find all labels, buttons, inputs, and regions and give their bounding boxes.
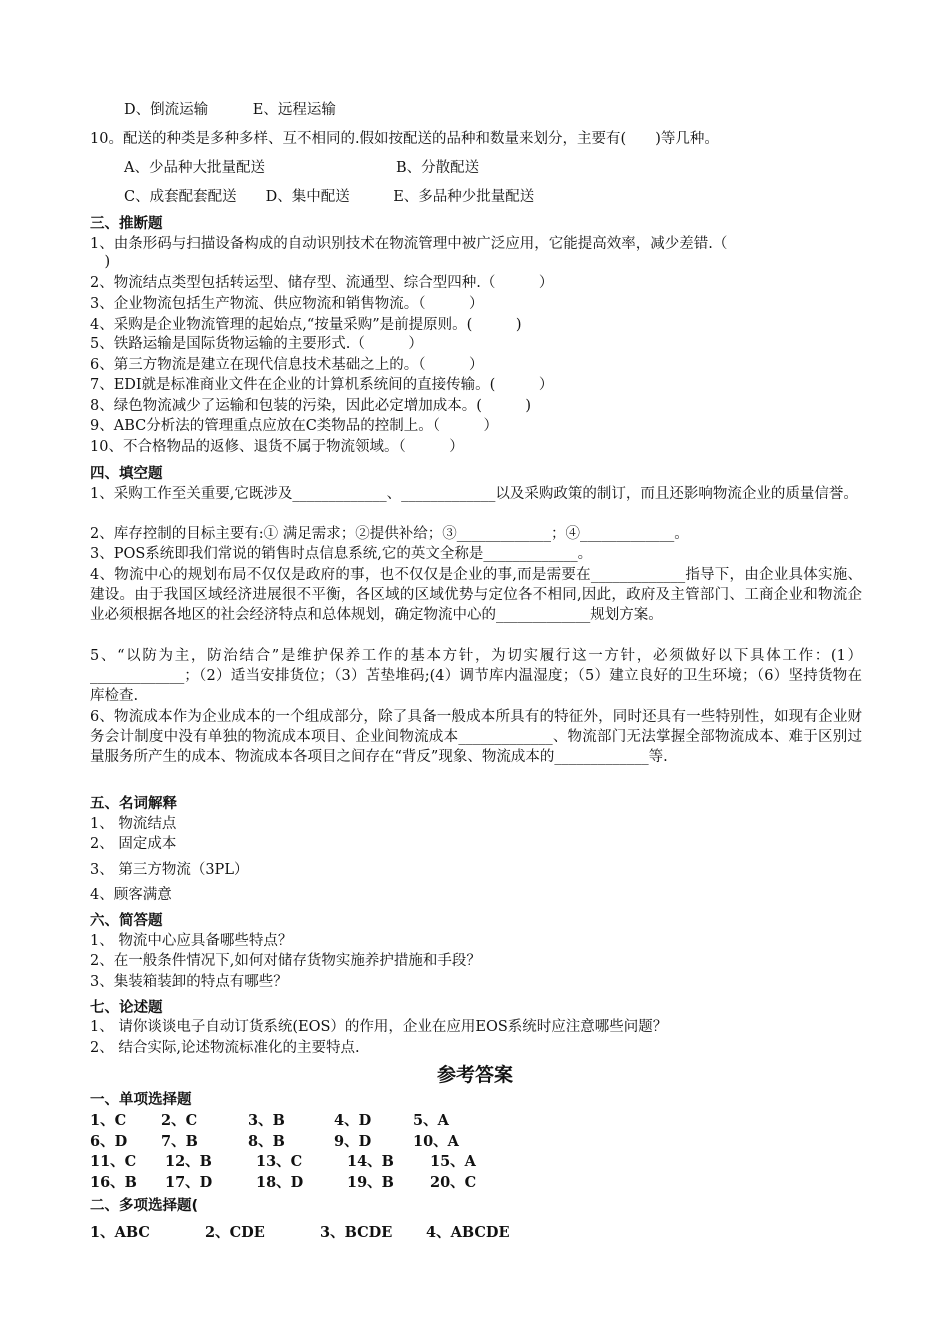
answer-cell: 10、A — [413, 1133, 459, 1150]
judge-item: 4、采购是企业物流管理的起始点,“按量采购”是前提原则。( ) — [90, 317, 522, 333]
term-item: 3、 第三方物流（3PL） — [90, 862, 249, 878]
judge-item: 7、EDI就是标准商业文件在企业的计算机系统间的直接传输。( ） — [90, 377, 554, 393]
answer-cell: 3、BCDE — [320, 1224, 393, 1241]
term-item: 2、 固定成本 — [90, 836, 177, 852]
judge-item: 6、第三方物流是建立在现代信息技术基础之上的。（ ） — [90, 357, 484, 373]
answer-cell: 11、C — [90, 1153, 137, 1170]
section4-heading: 四、填空题 — [90, 466, 163, 482]
judge-item: ) — [90, 254, 111, 270]
fill-item: 1、采购工作至关重要,它既涉及_____________、_____________以及采购政策的制订，而且还影响物流企业的质量信誉。 — [90, 486, 858, 502]
answer-cell: 6、D — [90, 1133, 128, 1150]
section5-heading: 五、名词解释 — [90, 796, 177, 812]
answers-title: 参考答案 — [436, 1064, 513, 1086]
answer-cell: 12、B — [165, 1153, 212, 1170]
answer-cell: 16、B — [90, 1174, 137, 1191]
fill-item: 4、物流中心的规划布局不仅仅是政府的事，也不仅仅是企业的事,而是需要在_____________指导下，由企业具体实施、建设。由于我国区域经济进展很不平衡，各区域的区域优势与定位各不相同,因此，政府及主管部门、工商企业和物流企业必须根据各地区的社会经济特点和总体规划，确定物流中心的_____________规划方案。 — [90, 567, 862, 623]
q10-option-b: B、分散配送 — [396, 160, 480, 176]
judge-item: 8、绿色物流减少了运输和包装的污染，因此必定增加成本。( ) — [90, 398, 532, 414]
answers-single-heading: 一、单项选择题 — [90, 1092, 192, 1108]
answer-cell: 1、ABC — [90, 1224, 150, 1241]
answer-cell: 8、B — [248, 1133, 285, 1150]
q10-text: 10。配送的种类是多种多样、互不相同的.假如按配送的品种和数量来划分，主要有( )等几种。 — [90, 131, 719, 147]
fill-item: 5、“以防为主，防治结合”是维护保养工作的基本方针，为切实履行这一方针，必须做好以下具体工作：(1）_____________；（2）适当安排货位；（3）苫垫堆码;(4）调节库内温湿度；（5）建立良好的卫生环境；（6）坚持货物在库检查. — [90, 648, 862, 704]
answer-cell: 20、C — [430, 1174, 477, 1191]
answer-cell: 4、ABCDE — [426, 1224, 510, 1241]
section6-heading: 六、简答题 — [90, 913, 163, 929]
answers-multi-heading: 二、多项选择题( — [90, 1198, 199, 1214]
q9-option-e: E、远程运输 — [252, 102, 336, 118]
term-item: 1、 物流结点 — [90, 816, 177, 832]
answer-cell: 14、B — [347, 1153, 394, 1170]
answer-cell: 13、C — [256, 1153, 303, 1170]
section7-heading: 七、论述题 — [90, 1000, 163, 1016]
judge-item: 3、企业物流包括生产物流、供应物流和销售物流。（ ） — [90, 296, 484, 312]
judge-item: 5、铁路运输是国际货物运输的主要形式.（ ） — [90, 336, 423, 352]
term-item: 4、顾客满意 — [90, 887, 172, 903]
fill-item: 2、库存控制的目标主要有:① 满足需求；②提供补给；③_____________；④_____________。 — [90, 526, 689, 542]
short-answer-item: 2、在一般条件情况下,如何对储存货物实施养护措施和手段？ — [90, 953, 481, 969]
answer-cell: 4、D — [334, 1112, 372, 1129]
section3-heading: 三、推断题 — [90, 216, 163, 232]
q9-options — [124, 100, 862, 120]
fill-item: 6、物流成本作为企业成本的一个组成部分，除了具备一般成本所具有的特征外，同时还具有一些特别性，如现有企业财务会计制度中没有单独的物流成本项目、企业间物流成本_____________、物流部门无法掌握全部物流成本、难于区别过量服务所产生的成本、物流成本各项目之间存在“背反”现象、物流成本的_____________等. — [90, 709, 862, 765]
answer-cell: 2、CDE — [205, 1224, 265, 1241]
essay-item: 1、 请你谈谈电子自动订货系统(EOS）的作用，企业在应用EOS系统时应注意哪些问题？ — [90, 1019, 668, 1035]
answer-cell: 9、D — [334, 1133, 372, 1150]
judge-item: 1、由条形码与扫描设备构成的自动识别技术在物流管理中被广泛应用，它能提高效率，减少差错.（ — [90, 236, 728, 252]
fill-item: 3、POS系统即我们常说的销售时点信息系统,它的英文全称是_____________。 — [90, 546, 593, 562]
short-answer-item: 1、 物流中心应具备哪些特点？ — [90, 933, 293, 949]
answer-cell: 15、A — [430, 1153, 476, 1170]
q10-options-cde: C、成套配套配送 D、集中配送 E、多品种少批量配送 — [124, 189, 535, 205]
judge-item: 10、不合格物品的返修、退货不属于物流领域。（ ） — [90, 439, 464, 455]
q10-option-a: A、少品种大批量配送 — [124, 160, 265, 176]
judge-item: 9、ABC分析法的管理重点应放在C类物品的控制上。（ ） — [90, 418, 499, 434]
answer-cell: 5、A — [413, 1112, 449, 1129]
answer-cell: 1、C — [90, 1112, 127, 1129]
answer-cell: 2、C — [161, 1112, 198, 1129]
answer-cell: 18、D — [256, 1174, 304, 1191]
essay-item: 2、 结合实际,论述物流标准化的主要特点. — [90, 1040, 360, 1056]
q10-options-ab — [124, 158, 862, 178]
answer-cell: 17、D — [165, 1174, 213, 1191]
short-answer-item: 3、集装箱装卸的特点有哪些？ — [90, 974, 288, 990]
q9-option-d: D、倒流运输 — [124, 102, 209, 118]
answer-cell: 19、B — [347, 1174, 394, 1191]
answer-cell: 7、B — [161, 1133, 198, 1150]
judge-item: 2、物流结点类型包括转运型、储存型、流通型、综合型四种.（ ） — [90, 275, 554, 291]
answer-cell: 3、B — [248, 1112, 285, 1129]
